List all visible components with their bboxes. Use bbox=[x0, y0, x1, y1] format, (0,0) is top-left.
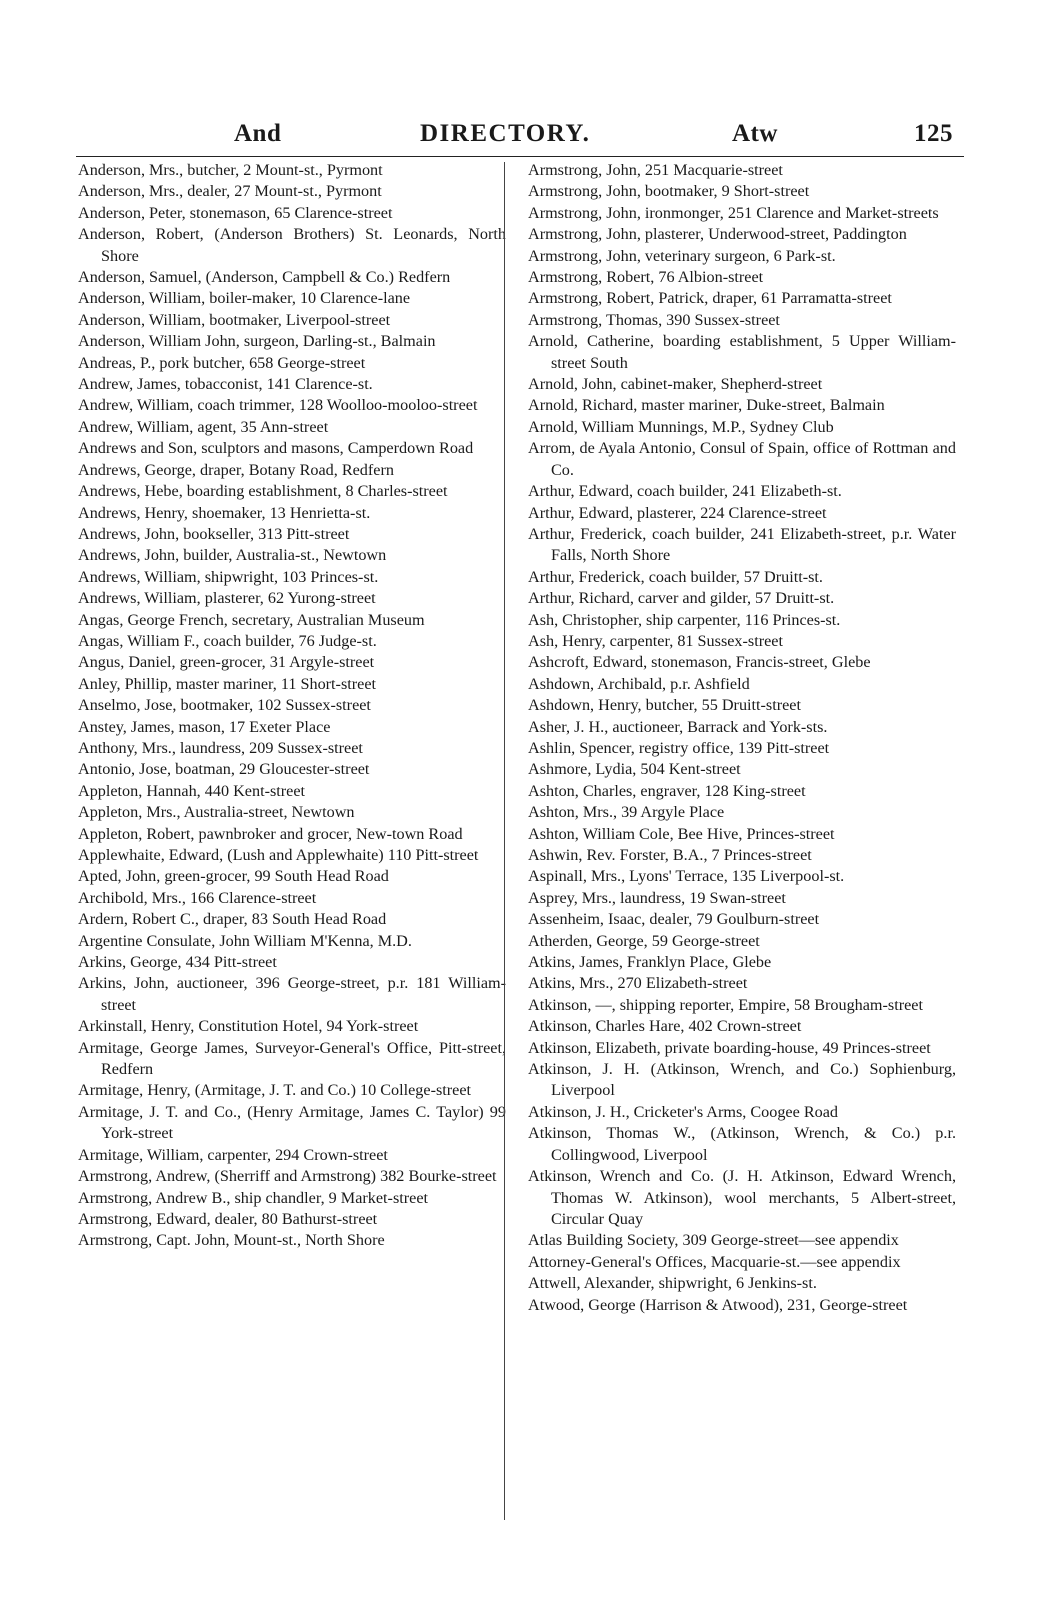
directory-entry: Andrew, James, tobacconist, 141 Clarence-st. bbox=[78, 375, 373, 394]
directory-entry: Arkins, George, 434 Pitt-street bbox=[78, 953, 277, 972]
directory-entry: Armitage, William, carpenter, 294 Crown-street bbox=[78, 1145, 388, 1164]
directory-entry: Armstrong, John, 251 Macquarie-street bbox=[528, 161, 783, 179]
directory-entry: Angus, Daniel, green-grocer, 31 Argyle-street bbox=[78, 653, 375, 672]
directory-entry: Ashdown, Henry, butcher, 55 Druitt-street bbox=[528, 696, 801, 715]
header-title: DIRECTORY. bbox=[420, 120, 591, 147]
directory-entry: Andrews, William, shipwright, 103 Princes-st. bbox=[78, 567, 379, 586]
directory-entry: Atkins, Mrs., 270 Elizabeth-street bbox=[528, 974, 748, 993]
directory-entry: Anderson, Peter, stonemason, 65 Clarence-street bbox=[78, 203, 393, 222]
header-right-guide-word: Atw bbox=[732, 120, 778, 147]
directory-entry: Andrews and Son, sculptors and masons, Camperdown Road bbox=[78, 439, 474, 458]
directory-entry: Armstrong, Andrew, (Sherriff and Armstrong) 382 Bourke-street bbox=[78, 1167, 497, 1186]
directory-entry: Ashlin, Spencer, registry office, 139 Pitt-street bbox=[528, 738, 830, 757]
directory-entry: Arthur, Frederick, coach builder, 57 Druitt-st. bbox=[528, 567, 823, 586]
directory-entry: Assenheim, Isaac, dealer, 79 Goulburn-street bbox=[528, 910, 820, 929]
column-divider bbox=[504, 162, 505, 1520]
directory-entry: Atwood, George (Harrison & Atwood), 231, George-street bbox=[528, 1295, 908, 1314]
page-number: 125 bbox=[914, 120, 953, 147]
directory-entry: Appleton, Mrs., Australia-street, Newtown bbox=[78, 803, 355, 822]
directory-entry: Andrews, William, plasterer, 62 Yurong-street bbox=[78, 589, 376, 608]
directory-entry: Armstrong, Robert, Patrick, draper, 61 Parramatta-street bbox=[528, 289, 892, 308]
directory-entry: Armstrong, John, ironmonger, 251 Clarence and Market-streets bbox=[528, 203, 939, 222]
directory-entry: Ardern, Robert C., draper, 83 South Head Road bbox=[78, 910, 387, 929]
header-rule bbox=[76, 156, 964, 157]
directory-entry: Ash, Henry, carpenter, 81 Sussex-street bbox=[528, 631, 783, 650]
directory-entry: Ashcroft, Edward, stonemason, Francis-street, Glebe bbox=[528, 653, 871, 672]
directory-entry: Armstrong, John, bootmaker, 9 Short-street bbox=[528, 182, 810, 201]
directory-entry: Asher, J. H., auctioneer, Barrack and York-sts. bbox=[528, 717, 828, 736]
directory-entry: Andrews, Hebe, boarding establishment, 8 Charles-street bbox=[78, 482, 448, 501]
directory-entry: Armstrong, Andrew B., ship chandler, 9 Market-street bbox=[78, 1188, 428, 1207]
directory-entry: Anselmo, Jose, bootmaker, 102 Sussex-street bbox=[78, 696, 371, 715]
header-left-guide-word: And bbox=[234, 120, 282, 147]
directory-entry: Atkinson, Charles Hare, 402 Crown-street bbox=[528, 1017, 802, 1036]
directory-entry: Anderson, Robert, (Anderson Brothers) St. Leonards, North Shore bbox=[78, 225, 506, 265]
directory-entry: Atlas Building Society, 309 George-street—see appendix bbox=[528, 1231, 899, 1250]
directory-entry: Anderson, William John, surgeon, Darling-st., Balmain bbox=[78, 332, 436, 351]
directory-entry: Anderson, William, bootmaker, Liverpool-street bbox=[78, 310, 391, 329]
directory-entry: Arthur, Edward, coach builder, 241 Elizabeth-st. bbox=[528, 482, 842, 501]
directory-entry: Armstrong, Capt. John, Mount-st., North Shore bbox=[78, 1231, 385, 1250]
directory-entry: Anderson, William, boiler-maker, 10 Clarence-lane bbox=[78, 289, 411, 308]
directory-entry: Andrews, Henry, shoemaker, 13 Henrietta-st. bbox=[78, 503, 371, 522]
directory-entry: Ashton, William Cole, Bee Hive, Princes-street bbox=[528, 824, 835, 843]
directory-entry: Anstey, James, mason, 17 Exeter Place bbox=[78, 717, 331, 736]
directory-entry: Aspinall, Mrs., Lyons' Terrace, 135 Liverpool-st. bbox=[528, 867, 845, 886]
directory-entry: Apted, John, green-grocer, 99 South Head Road bbox=[78, 867, 389, 886]
directory-entry: Angas, George French, secretary, Australian Museum bbox=[78, 610, 425, 629]
directory-entry: Arthur, Richard, carver and gilder, 57 Druitt-st. bbox=[528, 589, 835, 608]
directory-entry: Ashdown, Archibald, p.r. Ashfield bbox=[528, 674, 750, 693]
directory-entry: Armitage, Henry, (Armitage, J. T. and Co.) 10 College-street bbox=[78, 1081, 472, 1100]
directory-entry: Anderson, Mrs., butcher, 2 Mount-st., Pyrmont bbox=[78, 161, 383, 179]
directory-entry: Asprey, Mrs., laundress, 19 Swan-street bbox=[528, 888, 786, 907]
directory-entry: Anthony, Mrs., laundress, 209 Sussex-street bbox=[78, 738, 363, 757]
directory-entry: Armstrong, Edward, dealer, 80 Bathurst-street bbox=[78, 1209, 378, 1228]
directory-entry: Angas, William F., coach builder, 76 Judge-st. bbox=[78, 631, 377, 650]
directory-entry: Armstrong, Robert, 76 Albion-street bbox=[528, 268, 764, 287]
directory-entry: Armstrong, John, plasterer, Underwood-street, Paddington bbox=[528, 225, 907, 244]
directory-entry: Andrews, John, builder, Australia-st., Newtown bbox=[78, 546, 387, 565]
directory-entry: Atkinson, Thomas W., (Atkinson, Wrench, & Co.) p.r. Collingwood, Liverpool bbox=[528, 1124, 956, 1164]
directory-entry: Atkinson, Wrench and Co. (J. H. Atkinson, Edward Wrench, Thomas W. Atkinson), wool merchants, 5 Albert-street, Circular Quay bbox=[528, 1167, 956, 1228]
directory-entry: Andreas, P., pork butcher, 658 George-street bbox=[78, 353, 366, 372]
directory-entry: Atkinson, J. H. (Atkinson, Wrench, and Co.) Sophienburg, Liverpool bbox=[528, 1060, 956, 1100]
directory-entry: Armitage, George James, Surveyor-General's Office, Pitt-street, Redfern bbox=[78, 1038, 506, 1079]
directory-entry: Atkins, James, Franklyn Place, Glebe bbox=[528, 953, 772, 972]
page-header bbox=[78, 120, 958, 154]
directory-entry: Arnold, John, cabinet-maker, Shepherd-street bbox=[528, 375, 823, 394]
directory-entry: Armitage, J. T. and Co., (Henry Armitage, James C. Taylor) 99 York-street bbox=[78, 1102, 506, 1143]
directory-entry: Attwell, Alexander, shipwright, 6 Jenkins-st. bbox=[528, 1274, 817, 1293]
directory-entry: Andrew, William, agent, 35 Ann-street bbox=[78, 417, 329, 436]
directory-entry: Andrews, George, draper, Botany Road, Redfern bbox=[78, 460, 394, 479]
directory-entry: Attorney-General's Offices, Macquarie-st.—see appendix bbox=[528, 1252, 901, 1271]
directory-entry: Andrews, John, bookseller, 313 Pitt-street bbox=[78, 524, 350, 543]
directory-entry: Atherden, George, 59 George-street bbox=[528, 931, 760, 950]
directory-entry: Atkinson, J. H., Cricketer's Arms, Coogee Road bbox=[528, 1102, 838, 1121]
right-column bbox=[528, 160, 956, 1316]
directory-entry: Arrom, de Ayala Antonio, Consul of Spain, office of Rottman and Co. bbox=[528, 439, 956, 479]
directory-entry: Archibold, Mrs., 166 Clarence-street bbox=[78, 888, 317, 907]
directory-entry: Appleton, Robert, pawnbroker and grocer, New-town Road bbox=[78, 824, 463, 843]
directory-entry: Arnold, Richard, master mariner, Duke-street, Balmain bbox=[528, 396, 885, 415]
directory-entry: Ashton, Charles, engraver, 128 King-street bbox=[528, 781, 806, 800]
left-column bbox=[78, 160, 506, 1252]
directory-entry: Arkins, John, auctioneer, 396 George-street, p.r. 181 William-street bbox=[78, 974, 506, 1014]
directory-entry: Appleton, Hannah, 440 Kent-street bbox=[78, 781, 306, 800]
directory-entry: Ashwin, Rev. Forster, B.A., 7 Princes-street bbox=[528, 846, 812, 864]
directory-entry: Atkinson, —, shipping reporter, Empire, 58 Brougham-street bbox=[528, 995, 923, 1014]
directory-entry: Arnold, Catherine, boarding establishment, 5 Upper William-street South bbox=[528, 332, 956, 372]
directory-entry: Andrew, William, coach trimmer, 128 Woolloo-mooloo-street bbox=[78, 396, 478, 415]
directory-entry: Ash, Christopher, ship carpenter, 116 Princes-st. bbox=[528, 610, 841, 629]
directory-entry: Anley, Phillip, master mariner, 11 Short-street bbox=[78, 674, 377, 693]
directory-entry: Arkinstall, Henry, Constitution Hotel, 94 York-street bbox=[78, 1017, 419, 1036]
directory-entry: Ashton, Mrs., 39 Argyle Place bbox=[528, 803, 725, 822]
directory-entry: Armstrong, Thomas, 390 Sussex-street bbox=[528, 310, 780, 329]
directory-entry: Arnold, William Munnings, M.P., Sydney Club bbox=[528, 417, 834, 436]
directory-entry: Arthur, Edward, plasterer, 224 Clarence-street bbox=[528, 503, 827, 522]
directory-entry: Applewhaite, Edward, (Lush and Applewhaite) 110 Pitt-street bbox=[78, 846, 479, 864]
directory-entry: Anderson, Mrs., dealer, 27 Mount-st., Pyrmont bbox=[78, 182, 382, 201]
directory-entry: Anderson, Samuel, (Anderson, Campbell & Co.) Redfern bbox=[78, 268, 451, 287]
directory-entry: Ashmore, Lydia, 504 Kent-street bbox=[528, 760, 741, 779]
directory-entry: Arthur, Frederick, coach builder, 241 Elizabeth-street, p.r. Water Falls, North Shore bbox=[528, 524, 956, 565]
directory-entry: Argentine Consulate, John William M'Kenna, M.D. bbox=[78, 931, 412, 950]
directory-entry: Atkinson, Elizabeth, private boarding-house, 49 Princes-street bbox=[528, 1038, 931, 1057]
directory-entry: Antonio, Jose, boatman, 29 Gloucester-street bbox=[78, 760, 370, 779]
directory-entry: Armstrong, John, veterinary surgeon, 6 Park-st. bbox=[528, 246, 836, 265]
